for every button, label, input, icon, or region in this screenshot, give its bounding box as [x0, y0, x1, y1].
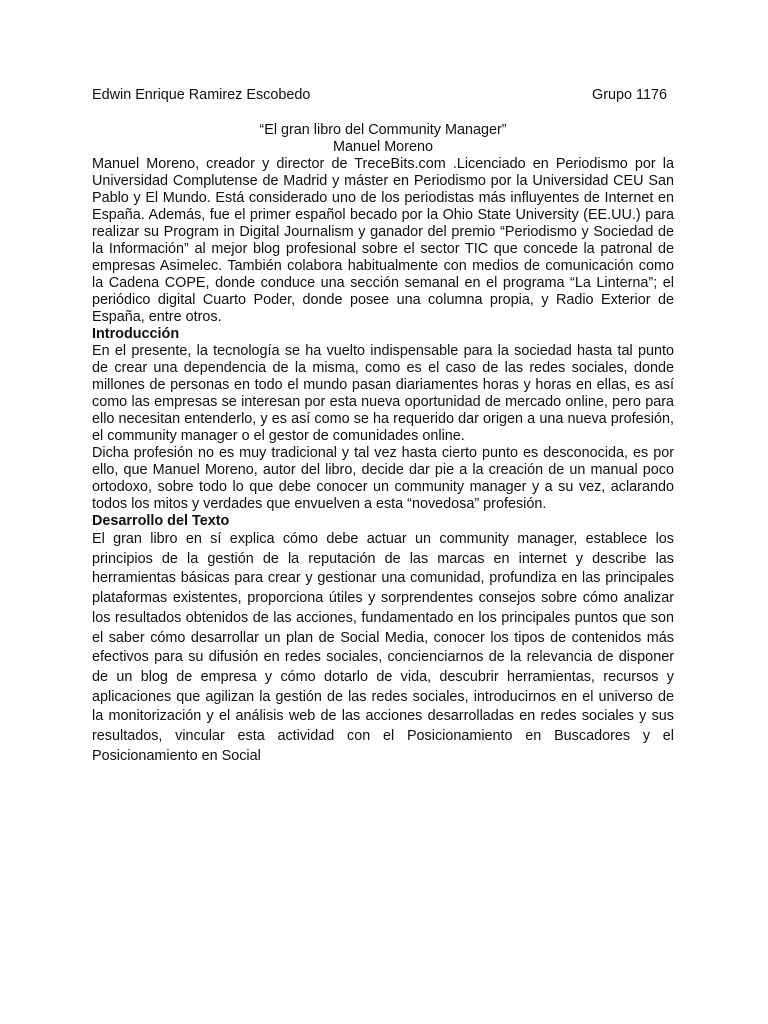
book-author: Manuel Moreno — [333, 139, 433, 155]
author-name: Edwin Enrique Ramirez Escobedo — [92, 87, 311, 103]
header-row — [92, 87, 674, 105]
title-block — [92, 122, 674, 156]
author-bio-paragraph: Manuel Moreno, creador y director de TreceBits.com .Licenciado en Periodismo por la Universidad Complutense de Madrid y máster en Periodismo por la Universidad CEU San Pablo y El Mundo. Está considerado uno de los periodistas más influyentes de Internet en España. Además, fue el primer español becado por la Ohio State University (EE.UU.) para realizar su Program in Digital Journalism y ganador del premio “Periodismo y Sociedad de la Información” al mejor blog profesional sobre el sector TIC que concede la patronal de empresas Asimelec. También colabora habitualmente con medios de comunicación como la Cadena COPE, donde conduce una sección semanal en el programa “La Linterna”; el periódico digital Cuarto Poder, donde posee una columna propia, y Radio Exterior de España, entre otros. — [92, 156, 674, 325]
intro-paragraph-2: Dicha profesión no es muy tradicional y tal vez hasta cierto punto es desconocida, es por ello, que Manuel Moreno, autor del libro, decide dar pie a la creación de un manual poco ortodoxo, sobre todo lo que debe conocer un community manager y a su vez, aclarando todos los mitos y verdades que envuelven a esta “novedosa” profesión. — [92, 445, 674, 512]
book-title: “El gran libro del Community Manager” — [259, 122, 507, 138]
development-paragraph-1: El gran libro en sí explica cómo debe actuar un community manager, establece los principios de la gestión de la reputación de las marcas en internet y describe las herramientas básicas para crear y gestionar una comunidad, profundiza en las principales plataformas existentes, proporciona útiles y sorprendentes consejos sobre cómo analizar los resultados obtenidos de las acciones, fundamentado en los principales puntos que son el saber cómo desarrollar un plan de Social Media, conocer los tipos de contenidos más efectivos para su difusión en redes sociales, concienciarnos de la relevancia de disponer de un blog de empresa y cómo dotarlo de vida, descubrir herramientas, recursos y aplicaciones que agilizan la gestión de las redes sociales, introducirnos en el universo de la monitorización y el análisis web de las acciones desarrolladas en redes sociales y sus resultados, vincular esta actividad con el Posicionamiento en Buscadores y el Posicionamiento en Social — [92, 531, 674, 764]
section-heading-introduction: Introducción — [92, 326, 180, 342]
document-body — [92, 87, 674, 766]
intro-paragraph-1: En el presente, la tecnología se ha vuelto indispensable para la sociedad hasta tal punto de crear una dependencia de la misma, como es el caso de las redes sociales, donde millones de personas en todo el mundo pasan diariamentes horas y horas en ellas, es así como las empresas se interesan por esta nueva oportunidad de mercado online, pero para ello necesitan entenderlo, y es así como se ha requerido dar origen a una nueva profesión, el community manager o el gestor de comunidades online. — [92, 343, 674, 444]
section-heading-development: Desarrollo del Texto — [92, 513, 230, 529]
group-number: Grupo 1176 — [592, 87, 667, 103]
